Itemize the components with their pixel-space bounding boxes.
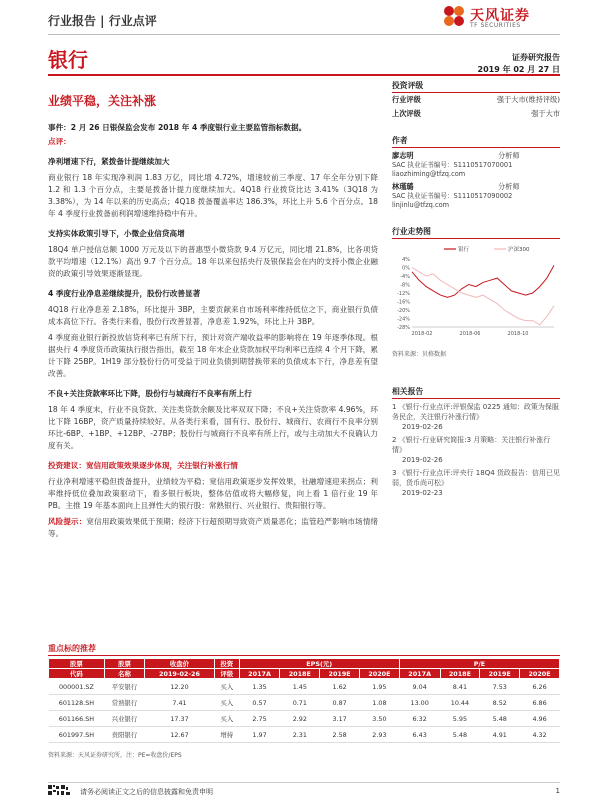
section-3-body: 4Q18 行业净息差 2.18%，环比提升 3BP，主要贡献来自市场利率维持低位之下，商业银行负债成本高位下行。各类行来看，股份行改善显著，净息差 1.92%，环比上升 3BP。 <box>48 305 378 326</box>
table-header-cell: 2017A <box>399 669 440 679</box>
risk-body: 宽信用政策效果低于预期；经济下行超预期导致资产质量恶化；监管趋严影响市场情绪等。 <box>48 517 379 538</box>
table-header-cell: EPS(元) <box>239 659 399 669</box>
table-cell: 1.95 <box>360 679 400 695</box>
table-cell: 4.91 <box>480 727 520 743</box>
rating-row-current <box>392 93 560 107</box>
trend-chart-svg <box>392 243 560 345</box>
table-cell: 4.32 <box>520 727 560 743</box>
author-email[interactable]: linjinlu@tfzq.com <box>392 201 450 209</box>
y-tick-label: 0% <box>402 265 410 272</box>
series-line-2 <box>412 268 554 325</box>
section-3-title: 4 季度行业净息差继续提升，股份行改善显著 <box>48 289 201 298</box>
risk-label: 风险提示： <box>48 517 87 526</box>
related-report-date: 2019-02-26 <box>402 456 443 464</box>
table-cell: 2.93 <box>360 727 400 743</box>
section-4-title: 不良+关注贷款率环比下降，股份行与城商行不良率有所上行 <box>48 389 252 398</box>
related-report-2[interactable]: 2 《银行-行业研究简报:3 月策略：关注银行补涨行情》 <box>392 436 551 454</box>
table-cell: 8.41 <box>440 679 480 695</box>
table-cell: 买入 <box>214 679 239 695</box>
table-cell: 贵阳银行 <box>104 727 144 743</box>
table-cell: 常熟银行 <box>104 695 144 711</box>
y-tick-label: -12% <box>397 291 410 297</box>
table-cell: 3.50 <box>360 711 400 727</box>
table-cell: 平安银行 <box>104 679 144 695</box>
table-cell: 13.00 <box>399 695 440 711</box>
table-header-cell: 收盘价 <box>145 659 214 669</box>
table-header-cell: 2018E <box>280 669 320 679</box>
event-text: 事件：2 月 26 日银保监会发布 2018 年 4 季度银行业主要监管指标数据。 <box>48 123 307 132</box>
author-role: 分析师 <box>498 151 520 160</box>
x-tick-label: 2018-10 <box>507 331 529 337</box>
table-header-cell: 评级 <box>214 669 239 679</box>
related-report-1[interactable]: 1 《银行-行业点评:评银保监 0225 通知：政策为保服务民企，关注银行补涨行情》 <box>392 403 559 421</box>
table-cell: 601128.SH <box>49 695 105 711</box>
y-tick-label: -28% <box>397 325 410 331</box>
related-reports <box>392 384 560 498</box>
table-row <box>49 727 560 743</box>
table-cell: 12.20 <box>145 679 214 695</box>
logo-text: 天风证券 <box>470 8 530 24</box>
x-tick-label: 2018-06 <box>459 331 481 337</box>
author-role: 分析师 <box>498 182 520 191</box>
sector-title: 银行 <box>48 48 88 72</box>
table-row <box>49 679 560 695</box>
author-1 <box>392 148 560 161</box>
table-header-cell: 2017A <box>239 669 280 679</box>
table-cell: 5.95 <box>440 711 480 727</box>
logo-subtext: TF SECURITIES <box>470 22 521 29</box>
related-report-date: 2019-02-26 <box>402 423 443 431</box>
table-cell: 2.58 <box>320 727 360 743</box>
rating-row-previous <box>392 107 560 121</box>
table-header-cell: 2018E <box>440 669 480 679</box>
report-date: 2019 年 02 月 27 日 <box>477 65 560 74</box>
table-cell: 2.31 <box>280 727 320 743</box>
table-cell: 2.92 <box>280 711 320 727</box>
table-cell: 6.86 <box>520 695 560 711</box>
company-logo <box>442 4 560 32</box>
section-1-title: 净利增速下行，紧拨备计提继续加大 <box>48 157 170 166</box>
table-cell: 8.52 <box>480 695 520 711</box>
table-header-cell: 名称 <box>104 669 144 679</box>
table-cell: 1.35 <box>239 679 280 695</box>
rating-value: 强于大市 <box>531 109 560 118</box>
table-cell: 17.37 <box>145 711 214 727</box>
table-cell: 1.62 <box>320 679 360 695</box>
rating-value: 强于大市(维持评级) <box>496 95 560 104</box>
table-cell: 买入 <box>214 711 239 727</box>
table-header-cell: 2020E <box>360 669 400 679</box>
table-header-row <box>49 669 560 679</box>
author-name: 廖志明 <box>392 151 414 160</box>
table-cell: 增持 <box>214 727 239 743</box>
related-report-3[interactable]: 3 《银行-行业点评:评央行 18Q4 货政报告：信用已见弱，货币尚可松》 <box>392 469 560 487</box>
table-title: 重点标的推荐 <box>48 643 560 656</box>
report-type: 证券研究报告 <box>512 53 560 62</box>
table-cell: 10.44 <box>440 695 480 711</box>
table-cell: 0.87 <box>320 695 360 711</box>
rating-key: 上次评级 <box>392 109 421 118</box>
table-body <box>49 679 560 743</box>
table-header-cell: 2019-02-26 <box>145 669 214 679</box>
table-cell: 12.67 <box>145 727 214 743</box>
y-tick-label: -20% <box>397 308 410 314</box>
legend-label: 银行 <box>458 247 470 253</box>
trend-heading: 行业走势图 <box>392 224 560 239</box>
comment-label: 点评： <box>48 137 71 146</box>
related-report-date: 2019-02-23 <box>402 489 443 497</box>
table-header-cell: 投资 <box>214 659 239 669</box>
author-name: 林瑾璐 <box>392 182 414 191</box>
y-tick-label: -24% <box>397 316 410 323</box>
sidebar <box>392 78 560 498</box>
table-header-cell: 2019E <box>320 669 360 679</box>
section-5-title: 投资建议：宽信用政策效果逐步体现，关注银行补涨行情 <box>48 461 238 470</box>
table-cell: 兴业银行 <box>104 711 144 727</box>
legend-label: 沪深300 <box>508 247 530 253</box>
y-tick-label: -4% <box>400 274 410 280</box>
table-cell: 1.45 <box>280 679 320 695</box>
table-cell: 000001.SZ <box>49 679 105 695</box>
table-cell: 0.71 <box>280 695 320 711</box>
table-cell: 6.43 <box>399 727 440 743</box>
trend-source: 资料来源：贝格数据 <box>392 351 447 358</box>
risk-paragraph <box>48 516 378 540</box>
section-4-body: 18 年 4 季度末，行业不良贷款、关注类贷款余额及比率双双下降；不良+关注贷款率 4.96%，环比下降 16BP，资产质量持续较好。从各类行来看，国有行、股份行、城商行、农商行不良率分别环比-6BP、+1BP、+12BP、-27BP；股份行与城商行不良率有所上行，或与主动加大不良确认力度有关。 <box>48 405 378 450</box>
table-cell: 0.57 <box>239 695 280 711</box>
table-cell: 4.96 <box>520 711 560 727</box>
table-header-cell: 代码 <box>49 669 105 679</box>
table-cell: 5.48 <box>440 727 480 743</box>
title-divider <box>48 74 560 76</box>
table-cell: 2.75 <box>239 711 280 727</box>
table-header-cell: 2019E <box>480 669 520 679</box>
table-cell: 6.32 <box>399 711 440 727</box>
report-category: 行业报告 | 行业点评 <box>48 14 157 28</box>
table-header-cell: 股票 <box>49 659 105 669</box>
table-header-cell: P/E <box>399 659 559 669</box>
qr-code-icon <box>48 785 72 795</box>
section-1-body: 商业银行 18 年实现净利润 1.83 万亿，同比增 4.72%，增速较前三季度、17 年全年分别下降 1.2 和 1.3 个百分点，主要是拨备计提力度继续加大。4Q18 行业拨贷比达 3.41%（3Q18 为 3.38%），为 14 年以来的历史高点；4Q18 拨备覆盖率达 186.3%，环比上升 5.6 个百分点。18 年 4 季度行业拨备前利润增速维持稳中有升。 <box>48 173 378 218</box>
table-row <box>49 711 560 727</box>
table-cell: 1.97 <box>239 727 280 743</box>
rating-heading: 投资评级 <box>392 78 560 93</box>
page-number: 1 <box>555 787 560 795</box>
related-heading: 相关报告 <box>392 384 560 399</box>
y-tick-label: -8% <box>400 282 410 289</box>
main-body <box>48 122 378 540</box>
table-cell: 7.41 <box>145 695 214 711</box>
rating-key: 行业评级 <box>392 95 421 104</box>
table-cell: 9.04 <box>399 679 440 695</box>
header-divider <box>48 34 560 35</box>
table-cell: 3.17 <box>320 711 360 727</box>
x-tick-label: 2018-02 <box>411 331 433 337</box>
table-header-cell: 股票 <box>104 659 144 669</box>
footer-divider <box>48 782 560 783</box>
author-cert: SAC 执业证书编号：S1110517090002 <box>392 192 513 200</box>
table-header-row <box>49 659 560 669</box>
section-5-body: 行业净利增速平稳但拨备提升，业绩较为平稳；宽信用政策逐步发挥效果，社融增速迎来拐点；利率维持低位叠加政策驱动下，看多银行板块，整体估值或将大幅修复，向上看 1 倍行业 19 年 PB。主推 19 年基本面向上且弹性大的银行股：常熟银行、兴业银行、贵阳银行等。 <box>48 477 378 510</box>
table-cell: 601166.SH <box>49 711 105 727</box>
section-3-body-2: 4 季度商业银行新投放信贷利率已有所下行，预计对资产端收益率的影响将在 19 年逐季体现。根据央行 4 季度货币政策执行报告指出，截至 18 年末企业贷款加权平均利率已连续 4 个月下降，累计下降 25BP。1H19 部分股份行仍可受益于同业负债到期替换带来的负债成本下行，净息差有望改善。 <box>48 333 378 378</box>
section-2-title: 支持实体政策引导下，小微企业信贷高增 <box>48 229 185 238</box>
stock-table <box>48 658 560 743</box>
author-2 <box>392 179 560 192</box>
author-email[interactable]: liaozhiming@tfzq.com <box>392 170 466 178</box>
logo-mark-icon <box>442 4 466 28</box>
table-cell: 601997.SH <box>49 727 105 743</box>
table-source: 资料来源：天风证券研究所，注：PE=收盘价/EPS <box>48 752 182 759</box>
table-row <box>49 695 560 711</box>
series-line-1 <box>412 265 554 297</box>
table-header-cell: 2020E <box>520 669 560 679</box>
footer-disclaimer: 请务必阅读正文之后的信息披露和免责申明 <box>80 788 213 796</box>
author-heading: 作者 <box>392 133 560 148</box>
author-cert: SAC 执业证书编号：S1110517070001 <box>392 161 513 169</box>
y-tick-label: 4% <box>402 257 410 263</box>
section-2-body: 18Q4 单户授信总额 1000 万元及以下的普惠型小微贷款 9.4 万亿元，同比增 21.8%，比各项贷款平均增速（12.1%）高出 9.7 个百分点。18 年以来包括央行及银保监会在内的支持小微企业融资的政策引导效果逐渐显现。 <box>48 245 378 278</box>
table-cell: 1.08 <box>360 695 400 711</box>
table-cell: 5.48 <box>480 711 520 727</box>
report-headline: 业绩平稳，关注补涨 <box>48 94 157 108</box>
table-cell: 7.53 <box>480 679 520 695</box>
table-cell: 6.26 <box>520 679 560 695</box>
trend-chart <box>392 243 560 345</box>
y-tick-label: -16% <box>397 299 410 306</box>
table-cell: 买入 <box>214 695 239 711</box>
